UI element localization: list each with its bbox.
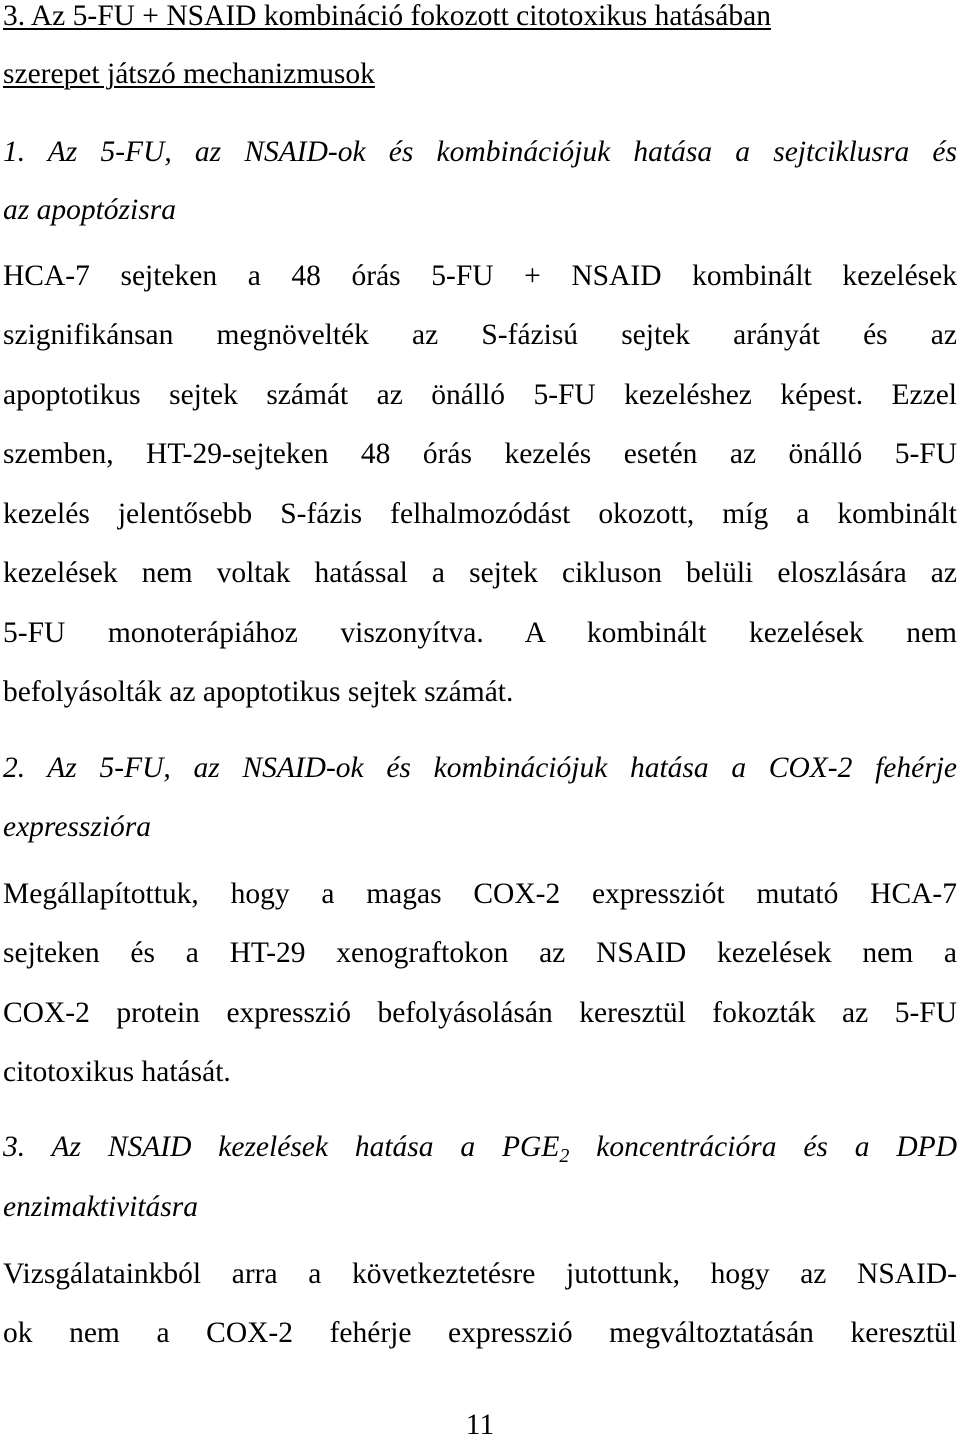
section2-paragraph-line: sejteken és a HT-29 xenograftokon az NSAID kezelések nem a <box>3 937 957 969</box>
section1-paragraph-line: kezelés jelentősebb S-fázis felhalmozódást okozott, míg a kombinált <box>3 498 957 530</box>
section1-paragraph-line: 5-FU monoterápiához viszonyítva. A kombinált kezelések nem <box>3 617 957 649</box>
page-number: 11 <box>465 1409 495 1441</box>
section1-paragraph-line: befolyásolták az apoptotikus sejtek számát. <box>3 676 514 708</box>
section3-heading-line-2: enzimaktivitásra <box>3 1191 199 1223</box>
section2-heading-line-2: expresszióra <box>3 811 152 843</box>
section1-paragraph-line: szemben, HT-29-sejteken 48 órás kezelés esetén az önálló 5-FU <box>3 438 957 470</box>
section3-heading-subscript: 2 <box>559 1145 570 1167</box>
section2-heading-line-1: 2. Az 5-FU, az NSAID-ok és kombinációjuk hatása a COX-2 fehérje <box>3 752 957 784</box>
section1-paragraph-line: szignifikánsan megnövelték az S-fázisú sejtek arányát és az <box>3 319 957 351</box>
section1-paragraph-line: apoptotikus sejtek számát az önálló 5-FU kezeléshez képest. Ezzel <box>3 379 957 411</box>
section1-paragraph-line: kezelések nem voltak hatással a sejtek cikluson belüli eloszlására az <box>3 557 957 589</box>
section3-heading-suffix: koncentrációra és a DPD <box>569 1131 957 1163</box>
main-heading-line-1: 3. Az 5-FU + NSAID kombináció fokozott citotoxikus hatásában <box>3 0 771 32</box>
section2-paragraph-line: Megállapítottuk, hogy a magas COX-2 expressziót mutató HCA-7 <box>3 878 957 910</box>
section1-heading-line-1: 1. Az 5-FU, az NSAID-ok és kombinációjuk hatása a sejtciklusra és <box>3 136 957 168</box>
section2-paragraph-line: citotoxikus hatását. <box>3 1056 231 1088</box>
section1-paragraph-line: HCA-7 sejteken a 48 órás 5-FU + NSAID kombinált kezelések <box>3 260 957 292</box>
section2-paragraph-line: COX-2 protein expresszió befolyásolásán keresztül fokozták az 5-FU <box>3 997 957 1029</box>
main-heading-line-2: szerepet játszó mechanizmusok <box>3 58 375 90</box>
section3-heading-line-1 <box>3 1127 957 1167</box>
section3-heading-prefix: 3. Az NSAID kezelések hatása a PGE <box>3 1131 560 1163</box>
section3-paragraph-line: ok nem a COX-2 fehérje expresszió megváltoztatásán keresztül <box>3 1317 957 1349</box>
section1-heading-line-2: az apoptózisra <box>3 194 176 226</box>
section3-paragraph-line: Vizsgálatainkból arra a következtetésre jutottunk, hogy az NSAID- <box>3 1258 957 1290</box>
